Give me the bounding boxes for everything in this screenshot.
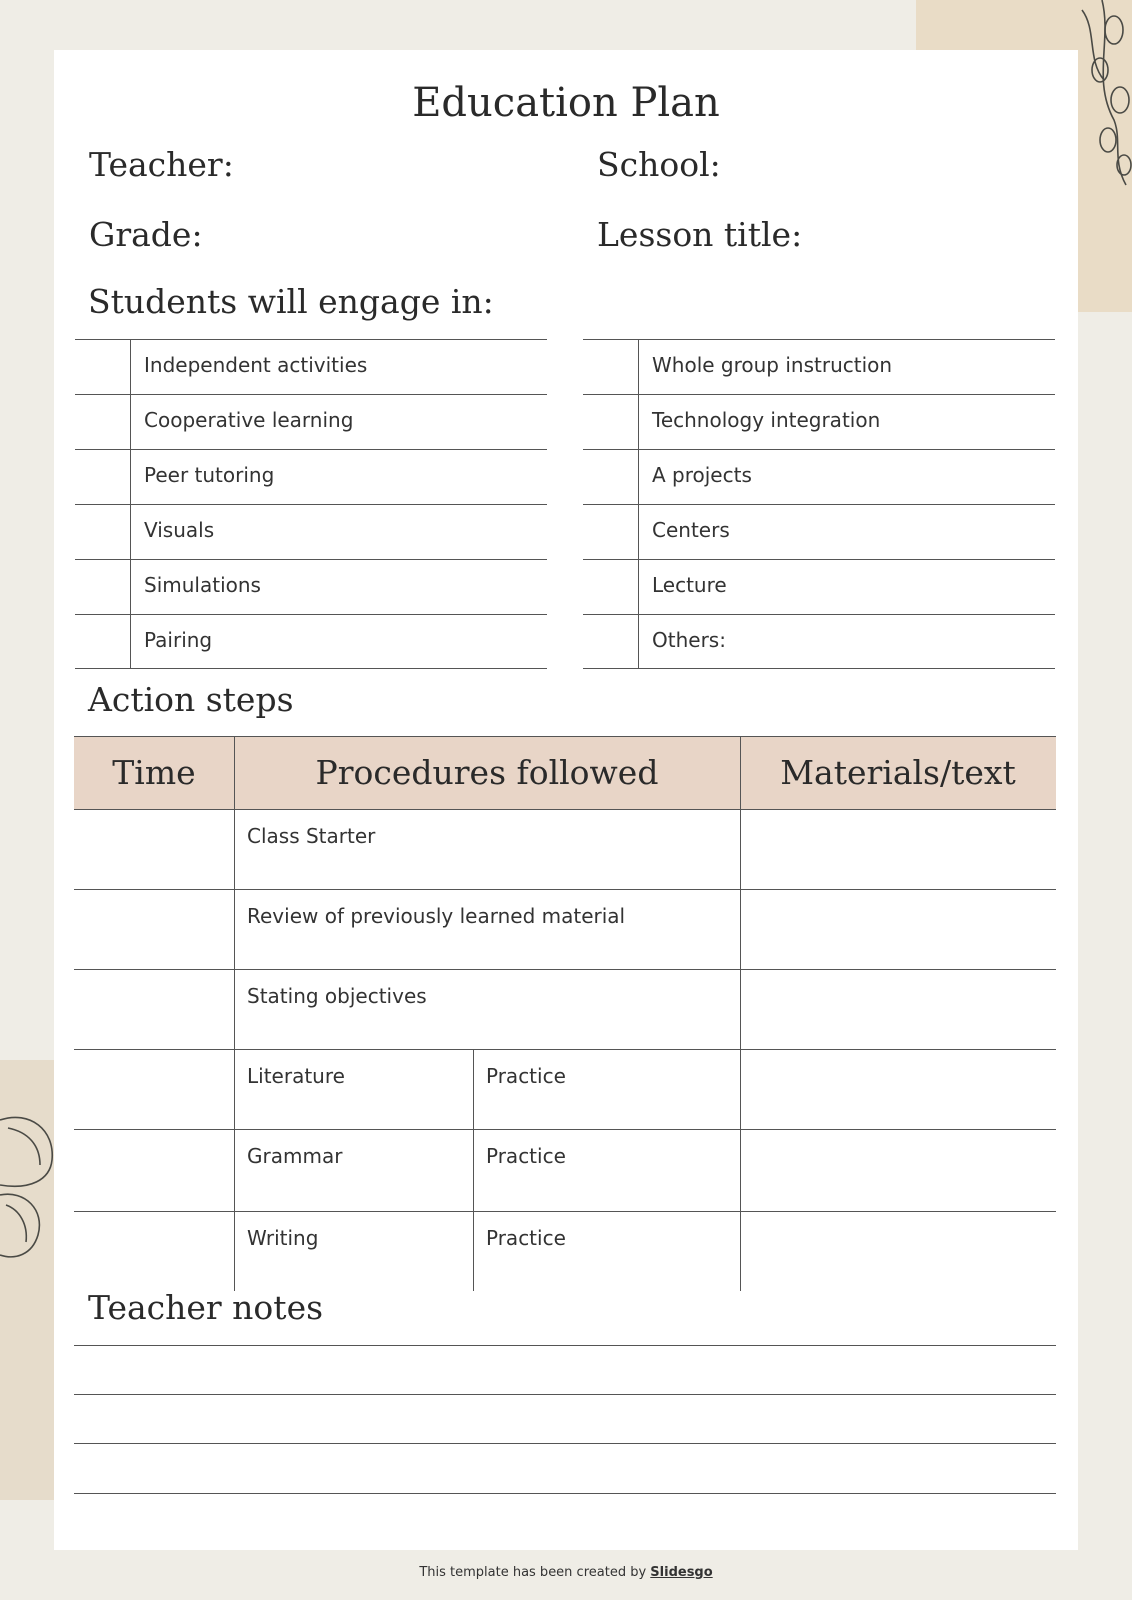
document-sheet bbox=[54, 50, 1078, 1550]
table-row bbox=[74, 1212, 1056, 1291]
procedure-cell: Class Starter bbox=[247, 824, 376, 848]
procedure-cell: Writing bbox=[247, 1226, 319, 1250]
engage-item-label: Cooperative learning bbox=[144, 408, 354, 432]
column-divider bbox=[473, 1050, 474, 1129]
checkbox[interactable] bbox=[75, 560, 131, 614]
grade-field-label: Grade: bbox=[89, 215, 203, 254]
engage-item-label: Peer tutoring bbox=[144, 463, 275, 487]
column-header-procedures: Procedures followed bbox=[234, 737, 741, 809]
table-header-row bbox=[74, 736, 1056, 810]
page-title: Education Plan bbox=[412, 80, 720, 126]
footer-credit bbox=[0, 1565, 1132, 1580]
procedure-cell: Review of previously learned material bbox=[247, 904, 626, 928]
action-steps-heading: Action steps bbox=[88, 680, 294, 719]
procedure-cell: Literature bbox=[247, 1064, 345, 1088]
checkbox[interactable] bbox=[75, 615, 131, 668]
school-field-label: School: bbox=[597, 145, 721, 184]
table-row bbox=[74, 1050, 1056, 1130]
engage-item-label: Whole group instruction bbox=[652, 353, 893, 377]
engage-item bbox=[75, 339, 547, 394]
checkbox[interactable] bbox=[583, 505, 639, 559]
engage-item-label: Pairing bbox=[144, 628, 213, 652]
column-header-time: Time bbox=[74, 737, 235, 809]
flower-illustration-bottom-left bbox=[0, 1110, 60, 1270]
column-divider bbox=[234, 1050, 235, 1129]
column-divider bbox=[740, 1212, 741, 1291]
checkbox[interactable] bbox=[583, 395, 639, 449]
checkbox[interactable] bbox=[583, 450, 639, 504]
checkbox[interactable] bbox=[583, 615, 639, 668]
engage-item bbox=[583, 559, 1055, 614]
engage-item bbox=[75, 394, 547, 449]
checkbox[interactable] bbox=[75, 340, 131, 394]
engage-item bbox=[583, 504, 1055, 559]
column-divider bbox=[234, 1212, 235, 1291]
notes-line bbox=[74, 1493, 1056, 1494]
procedure-cell: Stating objectives bbox=[247, 984, 427, 1008]
notes-line bbox=[74, 1443, 1056, 1444]
engage-item bbox=[583, 449, 1055, 504]
procedure-cell: Grammar bbox=[247, 1144, 343, 1168]
column-header-materials: Materials/text bbox=[780, 753, 1016, 792]
checkbox[interactable] bbox=[75, 450, 131, 504]
engage-item bbox=[583, 339, 1055, 394]
footer-brand-link[interactable]: Slidesgo bbox=[650, 1565, 713, 1580]
engage-heading: Students will engage in: bbox=[88, 282, 494, 321]
engage-item-label: Visuals bbox=[144, 518, 215, 542]
column-divider bbox=[740, 1050, 741, 1129]
notes-line bbox=[74, 1345, 1056, 1346]
lesson-title-field-label: Lesson title: bbox=[597, 215, 803, 254]
practice-cell: Practice bbox=[486, 1226, 566, 1250]
column-divider bbox=[740, 810, 741, 889]
practice-cell: Practice bbox=[486, 1144, 566, 1168]
engage-item-label: Centers bbox=[652, 518, 730, 542]
engage-item bbox=[75, 504, 547, 559]
engage-item bbox=[583, 614, 1055, 669]
engage-item-label: Simulations bbox=[144, 573, 261, 597]
notes-line bbox=[74, 1394, 1056, 1395]
engage-item bbox=[75, 614, 547, 669]
checkbox[interactable] bbox=[583, 340, 639, 394]
table-row bbox=[74, 970, 1056, 1050]
engage-item-label: Technology integration bbox=[652, 408, 881, 432]
engage-item-label: Independent activities bbox=[144, 353, 368, 377]
column-divider bbox=[234, 1130, 235, 1211]
column-divider bbox=[234, 970, 235, 1049]
checkbox[interactable] bbox=[583, 560, 639, 614]
column-divider bbox=[740, 970, 741, 1049]
column-divider bbox=[473, 1130, 474, 1211]
engage-item-label: Lecture bbox=[652, 573, 727, 597]
engage-item-label: Others: bbox=[652, 628, 726, 652]
engage-item bbox=[75, 449, 547, 504]
column-divider bbox=[740, 890, 741, 969]
engage-item bbox=[583, 394, 1055, 449]
column-divider bbox=[473, 1212, 474, 1291]
engage-list-left bbox=[75, 339, 547, 669]
practice-cell: Practice bbox=[486, 1064, 566, 1088]
table-row bbox=[74, 810, 1056, 890]
engage-list-right bbox=[583, 339, 1055, 669]
checkbox[interactable] bbox=[75, 395, 131, 449]
teacher-field-label: Teacher: bbox=[89, 145, 234, 184]
engage-item bbox=[75, 559, 547, 614]
column-divider bbox=[234, 890, 235, 969]
checkbox[interactable] bbox=[75, 505, 131, 559]
table-row bbox=[74, 890, 1056, 970]
column-divider bbox=[234, 810, 235, 889]
column-divider bbox=[740, 1130, 741, 1211]
teacher-notes-heading: Teacher notes bbox=[88, 1288, 324, 1327]
engage-item-label: A projects bbox=[652, 463, 752, 487]
table-row bbox=[74, 1130, 1056, 1212]
action-steps-table bbox=[74, 736, 1056, 1291]
footer-text: This template has been created by bbox=[419, 1565, 647, 1580]
